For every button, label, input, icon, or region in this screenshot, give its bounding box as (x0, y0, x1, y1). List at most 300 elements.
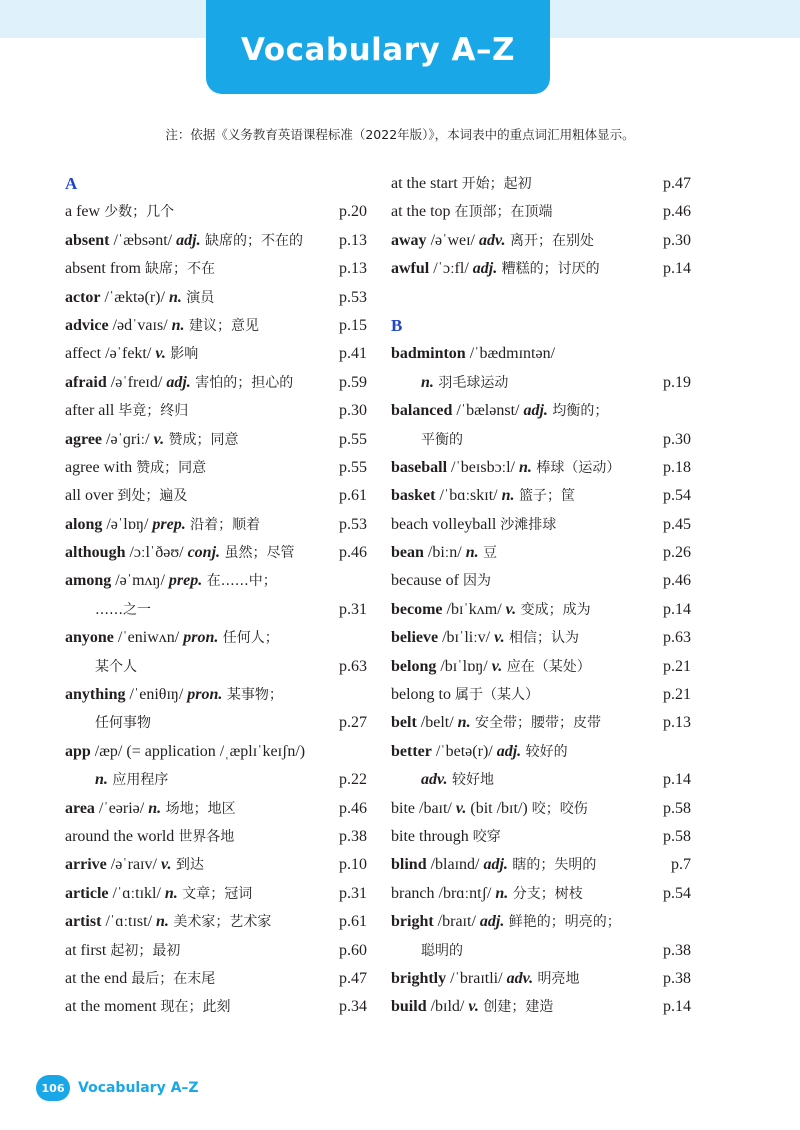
entry-fragment: /ˈbɑːskɪt/ (435, 487, 502, 505)
entry-text (391, 998, 553, 1015)
chinese-meaning: 毕竟；终归 (118, 403, 189, 420)
entry-text (65, 743, 305, 760)
headword: brightly (391, 969, 447, 987)
chinese-meaning: 咬；咬伤 (531, 800, 588, 817)
headword: artist (65, 913, 102, 931)
page-title: Vocabulary A–Z (241, 32, 515, 68)
page-reference: p.31 (339, 600, 367, 618)
page-reference: p.14 (663, 600, 691, 618)
entry-text (65, 800, 236, 817)
chinese-meaning: 某事物； (222, 687, 283, 704)
vocab-entry-continuation (65, 709, 367, 737)
chinese-meaning: 鲜艳的；明亮的； (504, 914, 621, 931)
entry-fragment: /ˈbædmɪntən/ (465, 345, 556, 363)
entry-text (391, 658, 591, 675)
entry-text (391, 431, 463, 448)
page-reference: p.45 (663, 515, 691, 533)
entry-fragment: /ˈbeɪsbɔːl/ (447, 458, 519, 476)
entry-fragment: /əˈlɒŋ/ (102, 515, 153, 533)
entry-fragment: after all (65, 402, 119, 420)
page-reference: p.41 (339, 345, 367, 363)
entry-fragment: /biːn/ (423, 544, 466, 562)
page-reference: p.7 (671, 856, 691, 874)
part-of-speech: pron. (187, 686, 223, 704)
chinese-meaning: 在……中； (202, 573, 277, 590)
headword: anyone (65, 629, 114, 647)
entry-text (65, 260, 215, 277)
entry-text (65, 289, 214, 306)
page-reference: p.18 (663, 458, 691, 476)
part-of-speech: n. (168, 288, 182, 306)
vocab-entry (391, 454, 691, 482)
vocab-entry (391, 227, 691, 255)
vocab-entry (65, 284, 367, 312)
vocab-entry (391, 795, 691, 823)
vocab-entry-continuation (65, 653, 367, 681)
chinese-meaning: 创建；建造 (478, 999, 554, 1016)
vocab-entry (391, 539, 691, 567)
vocab-entry-continuation (391, 426, 691, 454)
part-of-speech: conj. (187, 544, 221, 562)
entry-fragment: /əˈɡriː/ (102, 430, 154, 448)
vocabulary-column-left (65, 170, 367, 1022)
headword: awful (391, 260, 430, 278)
chinese-meaning: 到达 (171, 857, 204, 874)
entry-text (65, 232, 303, 249)
entry-fragment: /bɪˈlɒŋ/ (436, 657, 492, 675)
part-of-speech: adv. (478, 231, 506, 249)
vocab-entry (65, 198, 367, 226)
entry-text (391, 601, 591, 618)
headword: among (65, 572, 112, 590)
entry-fragment: /ˈeniwʌn/ (113, 629, 184, 647)
vocab-entry (391, 567, 691, 595)
page-reference: p.55 (339, 430, 367, 448)
entry-fragment: /əˈraɪv/ (106, 856, 161, 874)
note-text: 注：依据《义务教育英语课程标准（2022年版）》，本词表中的重点词汇用粗体显示。 (165, 127, 635, 142)
part-of-speech: n. (95, 771, 108, 789)
entry-text (65, 658, 137, 675)
vocabulary-column-right (391, 170, 691, 1022)
vocab-entry (391, 482, 691, 510)
page-reference: p.46 (339, 544, 367, 562)
entry-text (65, 828, 234, 845)
entry-fragment: bite through (391, 827, 473, 845)
entry-fragment: /æp/ (= application /ˌæplɪˈkeɪʃn/) (90, 742, 306, 760)
headword: belt (391, 714, 417, 732)
entry-fragment: /ˈbælənst/ (452, 402, 524, 420)
vocab-entry (65, 567, 367, 595)
part-of-speech: v. (491, 657, 503, 675)
part-of-speech: n. (495, 884, 509, 902)
page-reference: p.30 (663, 430, 691, 448)
chinese-meaning: 现在；此刻 (160, 999, 231, 1016)
footer (36, 1075, 199, 1101)
chinese-meaning: 豆 (478, 545, 498, 562)
vocab-entry (65, 937, 367, 965)
entry-fragment: /ˈɔːfl/ (429, 260, 473, 278)
entry-text (65, 714, 151, 731)
headword: away (391, 231, 427, 249)
part-of-speech: adj. (479, 913, 505, 931)
chinese-meaning: 影响 (165, 346, 199, 363)
vocab-entry (65, 369, 367, 397)
vocab-entry (391, 340, 691, 368)
vocab-entry-continuation (65, 596, 367, 624)
part-of-speech: v. (155, 345, 166, 363)
entry-fragment: /ˈbetə(r)/ (431, 742, 497, 760)
chinese-meaning: 应用程序 (107, 772, 169, 789)
vocab-entry (391, 681, 691, 709)
chinese-meaning: 少数；几个 (104, 204, 175, 221)
entry-text (65, 885, 252, 902)
part-of-speech: adj. (496, 742, 522, 760)
entry-text (65, 487, 187, 504)
vocab-entry (65, 965, 367, 993)
entry-text (391, 459, 620, 476)
page-reference: p.10 (339, 856, 367, 874)
entry-text (391, 856, 596, 873)
entry-text (65, 913, 271, 930)
vocab-entry (391, 397, 691, 425)
vocab-entry-continuation (391, 937, 691, 965)
entry-fragment: agree with (65, 458, 137, 476)
entry-fragment: because of (391, 572, 463, 590)
part-of-speech: n. (457, 714, 471, 732)
entry-fragment: /bɪˈkʌm/ (442, 600, 506, 618)
part-of-speech: adj. (472, 260, 498, 278)
entry-fragment: /ˈæktə(r)/ (100, 288, 169, 306)
headword: blind (391, 856, 427, 874)
footer-title: Vocabulary A–Z (78, 1080, 199, 1096)
entry-text (65, 686, 283, 703)
page-reference: p.60 (339, 941, 367, 959)
entry-text (391, 970, 580, 987)
part-of-speech: adj. (483, 856, 508, 874)
chinese-meaning: 变成；成为 (516, 601, 591, 618)
entry-fragment: /ˈɑːtɪkl/ (108, 884, 165, 902)
part-of-speech: n. (164, 884, 178, 902)
page-reference: p.58 (663, 799, 691, 817)
vocab-entry (65, 681, 367, 709)
headword: baseball (391, 458, 448, 476)
entry-text (391, 743, 568, 760)
part-of-speech: v. (153, 430, 165, 448)
page-reference: p.34 (339, 998, 367, 1016)
chinese-meaning: 世界各地 (178, 828, 235, 845)
page-reference: p.46 (339, 799, 367, 817)
entry-fragment: belong to (391, 686, 455, 704)
page-reference: p.21 (663, 657, 691, 675)
chinese-meaning: 某个人 (95, 658, 137, 675)
entry-fragment: branch /brɑːntʃ/ (391, 884, 496, 902)
chinese-meaning: 属于（某人） (455, 687, 539, 704)
chinese-meaning: 相信；认为 (504, 630, 580, 647)
part-of-speech: prep. (152, 515, 186, 533)
part-of-speech: prep. (168, 572, 203, 590)
headword: badminton (391, 345, 466, 363)
headword: belong (391, 657, 437, 675)
vocab-entry (391, 823, 691, 851)
vocab-entry (65, 454, 367, 482)
entry-fragment: /blaɪnd/ (426, 856, 484, 874)
vocab-entry (391, 908, 691, 936)
vocab-entry (65, 255, 367, 283)
section-letter-label: A (65, 174, 78, 193)
entry-fragment: at the start (391, 175, 462, 192)
chinese-meaning: 起初；最初 (110, 942, 181, 959)
part-of-speech: v. (468, 998, 479, 1016)
chinese-meaning: ……之一 (95, 601, 151, 618)
headword: article (65, 884, 109, 902)
entry-text (391, 402, 608, 419)
vocab-entry (391, 965, 691, 993)
vocab-entry (65, 482, 367, 510)
entry-text (65, 203, 174, 220)
chinese-meaning: 糟糕的；讨厌的 (497, 261, 600, 278)
entry-text (391, 771, 494, 788)
section-letter (391, 312, 691, 340)
chinese-meaning: 安全带；腰带；皮带 (470, 715, 602, 732)
vocab-entry-continuation (391, 766, 691, 794)
vocab-entry (391, 880, 691, 908)
chinese-meaning: 场地；地区 (161, 800, 236, 817)
entry-text (391, 942, 463, 959)
vocab-entry (65, 511, 367, 539)
part-of-speech: pron. (183, 629, 219, 647)
page-reference: p.47 (339, 969, 367, 987)
part-of-speech: n. (519, 458, 532, 476)
entry-fragment: bite /baɪt/ (391, 799, 456, 817)
vocab-entry (65, 539, 367, 567)
headword: app (65, 742, 91, 760)
part-of-speech: n. (148, 799, 162, 817)
entry-fragment: a few (65, 203, 105, 221)
spacer-line (391, 284, 691, 312)
entry-text (391, 374, 508, 391)
vocab-entry (65, 851, 367, 879)
entry-text (391, 885, 583, 902)
chinese-meaning: 建议；意见 (184, 317, 259, 334)
chinese-meaning: 赞成；同意 (164, 431, 239, 448)
entry-fragment: /əˈweɪ/ (426, 231, 479, 249)
vocab-entry (391, 170, 691, 198)
page-reference: p.63 (663, 629, 691, 647)
page-number-badge: 106 (36, 1075, 70, 1101)
entry-text (65, 856, 204, 873)
part-of-speech: v. (505, 600, 517, 618)
chinese-meaning: 应在（某处） (502, 658, 591, 675)
entry-fragment: /ˈɑːtɪst/ (101, 913, 157, 931)
headword: bright (391, 913, 434, 931)
headword: area (65, 799, 95, 817)
page-reference: p.14 (663, 998, 691, 1016)
chinese-meaning: 害怕的；担心的 (190, 374, 294, 391)
entry-text (65, 459, 206, 476)
part-of-speech: adv. (421, 771, 448, 789)
headword: afraid (65, 373, 107, 391)
entry-fragment: /braɪt/ (433, 913, 480, 931)
entry-text (391, 203, 553, 220)
entry-text (391, 487, 575, 504)
headword: anything (65, 686, 126, 704)
page-reference: p.61 (339, 913, 367, 931)
chinese-meaning: 较好的 (521, 743, 568, 760)
part-of-speech: adj. (166, 373, 191, 391)
entry-fragment: /ˈeəriə/ (94, 799, 149, 817)
entry-text (391, 686, 539, 703)
page-reference: p.13 (663, 714, 691, 732)
headword: advice (65, 316, 109, 334)
vocab-entry (65, 340, 367, 368)
entry-fragment: /ˈbraɪtli/ (446, 969, 507, 987)
vocab-entry (65, 738, 367, 766)
entry-fragment: beach volleyball (391, 515, 501, 533)
vocab-entry (391, 624, 691, 652)
headword: agree (65, 430, 103, 448)
chinese-meaning: 沙滩排球 (500, 516, 557, 533)
part-of-speech: n. (465, 544, 479, 562)
chinese-meaning: 瞎的；失明的 (507, 857, 597, 874)
entry-text (391, 175, 532, 192)
entry-text (391, 714, 601, 731)
entry-fragment: absent from (65, 260, 145, 278)
entry-fragment: affect /əˈfekt/ (65, 345, 156, 363)
vocab-entry (391, 653, 691, 681)
page-reference: p.15 (339, 316, 367, 334)
page-reference: p.38 (663, 969, 691, 987)
entry-text (65, 345, 198, 362)
page-reference: p.46 (663, 572, 691, 590)
chinese-meaning: 离开；在别处 (505, 232, 594, 249)
headword: actor (65, 288, 101, 306)
chinese-meaning: 聪明的 (421, 942, 463, 959)
entry-fragment: /ədˈvaɪs/ (108, 316, 172, 334)
part-of-speech: n. (171, 316, 185, 334)
vocab-entry (65, 227, 367, 255)
chinese-meaning: 任何人； (218, 630, 279, 647)
entry-text (65, 942, 180, 959)
title-tab (206, 0, 550, 94)
entry-fragment: at the top (391, 203, 455, 221)
chinese-meaning: 最后；在末尾 (131, 970, 216, 987)
entry-fragment: /bɪˈliːv/ (438, 629, 495, 647)
part-of-speech: v. (455, 799, 467, 817)
section-letter (65, 170, 367, 198)
part-of-speech: adj. (176, 231, 201, 249)
page-reference: p.54 (663, 487, 691, 505)
headword: believe (391, 629, 439, 647)
entry-fragment: at first (65, 941, 111, 959)
entry-text (65, 601, 151, 618)
page-reference: p.53 (339, 288, 367, 306)
chinese-meaning: 均衡的； (547, 403, 609, 420)
entry-text (391, 913, 621, 930)
headword: balanced (391, 402, 453, 420)
headword: bean (391, 544, 424, 562)
page-reference: p.54 (663, 884, 691, 902)
part-of-speech: v. (160, 856, 172, 874)
page-reference: p.63 (339, 657, 367, 675)
entry-text (65, 516, 260, 533)
vocab-entry (391, 511, 691, 539)
entry-fragment: /əˈmʌŋ/ (111, 572, 169, 590)
page-reference: p.26 (663, 544, 691, 562)
page-reference: p.19 (663, 373, 691, 391)
entry-text (65, 998, 231, 1015)
vocab-entry (391, 596, 691, 624)
page-reference: p.20 (339, 203, 367, 221)
vocab-entry (65, 795, 367, 823)
page-reference: p.47 (663, 175, 691, 192)
chinese-meaning: 任何事物 (95, 715, 151, 732)
chinese-meaning: 羽毛球运动 (433, 374, 509, 391)
page-reference: p.30 (663, 231, 691, 249)
headword: although (65, 544, 126, 562)
headword: along (65, 515, 103, 533)
headword: become (391, 600, 443, 618)
headword: absent (65, 231, 110, 249)
entry-fragment: (bit /bɪt/) (466, 799, 532, 817)
entry-text (65, 771, 168, 788)
chinese-meaning: 在顶部；在顶端 (454, 204, 553, 221)
vocab-entry (391, 993, 691, 1021)
entry-fragment: /belt/ (416, 714, 458, 732)
part-of-speech: n. (156, 913, 169, 931)
entry-text (391, 828, 501, 845)
vocab-entry (65, 993, 367, 1021)
vocab-entry-continuation (391, 369, 691, 397)
page-reference: p.59 (339, 373, 367, 391)
page-reference: p.22 (339, 771, 367, 789)
chinese-meaning: 明亮地 (533, 970, 580, 987)
entry-text (391, 232, 594, 249)
headword: build (391, 998, 427, 1016)
entry-text (65, 317, 259, 334)
page-reference: p.30 (339, 402, 367, 420)
entry-fragment: at the moment (65, 998, 161, 1016)
vocab-entry (65, 908, 367, 936)
headword: arrive (65, 856, 107, 874)
vocab-entry (391, 255, 691, 283)
vocab-entry (391, 738, 691, 766)
entry-text (391, 800, 588, 817)
entry-fragment: /bɪld/ (426, 998, 469, 1016)
entry-fragment: at the end (65, 969, 132, 987)
entry-fragment: all over (65, 487, 118, 505)
page-reference: p.46 (663, 203, 691, 221)
chinese-meaning: 缺席；不在 (144, 261, 215, 278)
chinese-meaning: 平衡的 (421, 431, 463, 448)
chinese-meaning: 赞成；同意 (136, 459, 207, 476)
entry-text (65, 402, 188, 419)
entry-text (65, 629, 279, 646)
entry-text (65, 374, 293, 391)
entry-text (65, 970, 215, 987)
part-of-speech: v. (494, 629, 505, 647)
page-reference: p.55 (339, 458, 367, 476)
chinese-meaning: 到处；遍及 (117, 488, 188, 505)
part-of-speech: n. (501, 487, 515, 505)
chinese-meaning: 演员 (181, 289, 215, 306)
entry-text (391, 629, 579, 646)
entry-fragment: /ˈeniθɪŋ/ (125, 686, 188, 704)
vocab-entry (391, 198, 691, 226)
headword: better (391, 742, 432, 760)
chinese-meaning: 篮子；筐 (514, 488, 575, 505)
vocab-entry (65, 880, 367, 908)
page-reference: p.13 (339, 231, 367, 249)
